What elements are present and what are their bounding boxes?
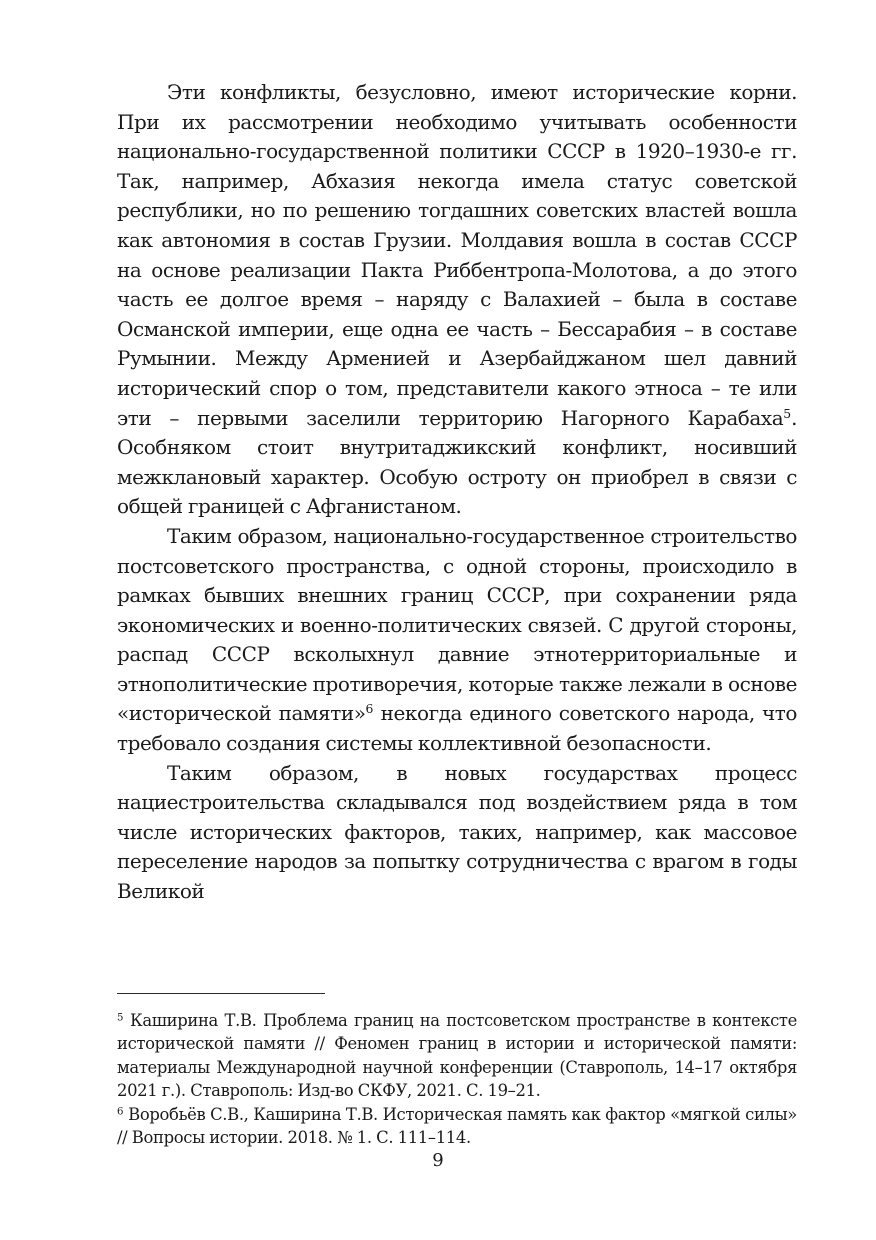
footnote-5 xyxy=(117,1009,797,1103)
footnote-5-mark: 5 xyxy=(117,1012,124,1024)
paragraph-2-text-b: некогда единого советского народа, что требовало создания системы коллективной безопасности. xyxy=(117,701,797,756)
main-text xyxy=(117,78,797,907)
footnote-6 xyxy=(117,1103,797,1150)
paragraph-1-text-b: . Особняком стоит внутритаджикский конфликт, носивший межклановый характер. Особую остроту он приобрел в связи с общей границей с Афганистаном. xyxy=(117,405,797,519)
footnote-separator xyxy=(117,993,325,994)
page-number: 9 xyxy=(432,1150,444,1171)
footnote-6-text: Воробьёв С.В., Каширина Т.В. Историческая память как фактор «мягкой силы» // Вопросы истории. 2018. № 1. С. 111–114. xyxy=(117,1104,797,1148)
paragraph-2 xyxy=(117,522,797,759)
paragraph-3: Таким образом, в новых государствах процесс нациестроительства складывался под воздействием ряда в том числе исторических факторов, таких, например, как массовое переселение народов за попытку сотрудничества с врагом в годы Великой xyxy=(117,760,797,904)
paragraph-2-text-a: Таким образом, национально-государственное строительство постсоветского пространства, с одной стороны, происходило в рамках бывших внешних границ СССР, при сохранении ряда экономических и военно-политических связей. С другой стороны, распад СССР всколыхнул давние этнотерриториальные и этнополитические противоречия, которые также лежали в основе «исторической памяти» xyxy=(117,523,797,726)
footnote-6-mark: 6 xyxy=(117,1106,124,1118)
footnote-5-text: Каширина Т.В. Проблема границ на постсоветском пространстве в контексте исторической памяти // Феномен границ в истории и исторической памяти: материалы Международной научной конференции (Ставрополь, 14–17 октября 2021 г.). Ставрополь: Изд-во СКФУ, 2021. С. 19–21. xyxy=(117,1011,797,1101)
footnote-ref-6[interactable]: 6 xyxy=(365,701,374,717)
paragraph-1 xyxy=(117,78,797,522)
footnotes xyxy=(117,1009,797,1149)
paragraph-1-text-a: Эти конфликты, безусловно, имеют исторические корни. При их рассмотрении необходимо учитывать особенности национально-государственной политики СССР в 1920–1930-е гг. Так, например, Абхазия некогда имела статус советской республики, но по решению тогдашних советских властей вошла как автономия в состав Грузии. Молдавия вошла в состав СССР на основе реализации Пакта Риббентропа-Молотова, а до этого часть ее долгое время – наряду с Валахией – была в составе Османской империи, еще одна ее часть – Бессарабия – в составе Румынии. Между Арменией и Азербайджаном шел давний исторический спор о том, представители какого этноса – те или эти – первыми заселили территорию Нагорного Карабаха xyxy=(117,80,797,430)
footnote-ref-5[interactable]: 5 xyxy=(783,405,792,421)
